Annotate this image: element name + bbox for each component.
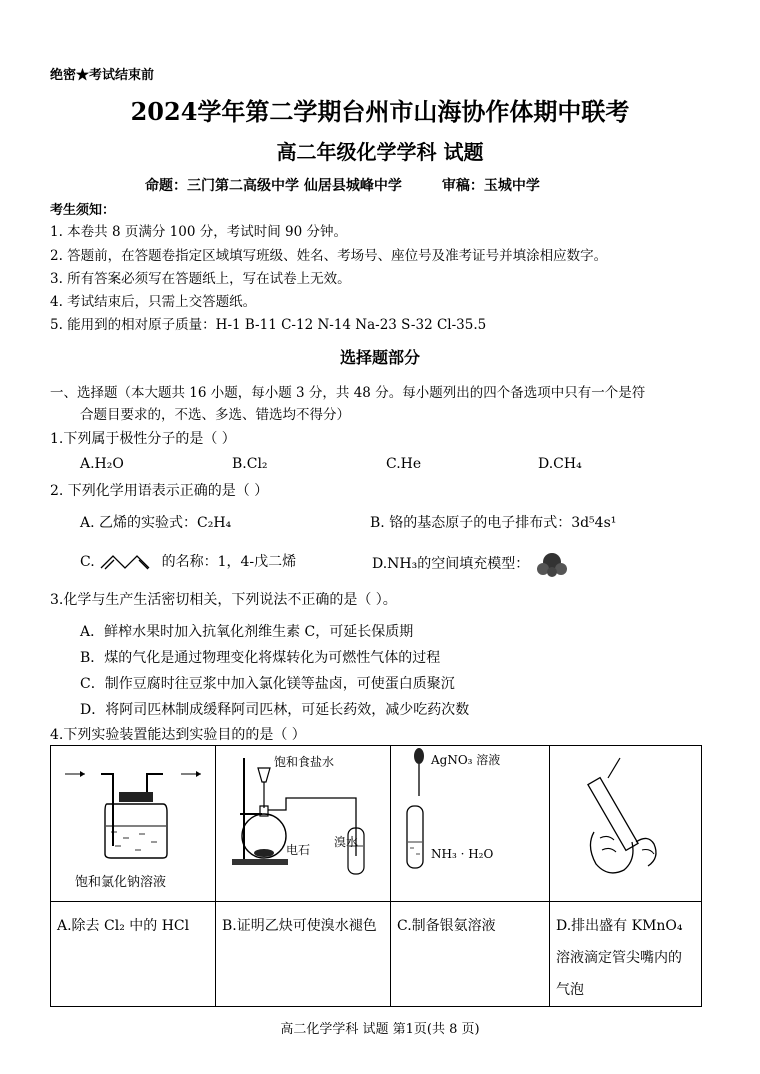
section-intro: 一、选择题（本大题共 16 小题，每小题 3 分，共 48 分。每小题列出的四个备选项中只有一个是符 — [50, 385, 646, 401]
notice-heading: 考生须知： — [50, 203, 116, 218]
notice-item: 3. 所有答案必须写在答题纸上，写在试卷上无效。 — [50, 271, 351, 287]
q2-option-b: B. 铬的基态原子的电子排布式：3d⁵4s¹ — [370, 515, 617, 531]
q3-option-a: A．鲜榨水果时加入抗氧化剂维生素 C，可延长保质期 — [80, 624, 414, 640]
apparatus-b-caption: B.证明乙炔可使溴水褪色 — [216, 902, 391, 1007]
apparatus-b-label-bromine: 溴水 — [334, 835, 359, 849]
q1-option-c: C.He — [386, 456, 422, 472]
apparatus-d-cell — [550, 746, 702, 902]
q3-option-c: C．制作豆腐时往豆浆中加入氯化镁等盐卤，可使蛋白质聚沉 — [80, 676, 455, 692]
q2-option-c — [80, 551, 296, 571]
apparatus-c-label-agno3: AgNO₃ 溶液 — [431, 753, 501, 767]
q2-option-c-prefix: C. — [80, 554, 95, 570]
apparatus-d-caption: D.排出盛有 KMnO₄溶液滴定管尖嘴内的气泡 — [550, 902, 702, 1007]
apparatus-a-label: 饱和氯化钠溶液 — [75, 875, 167, 890]
q3-option-d: D．将阿司匹林制成缓释阿司匹林，可延长药效，减少吃药次数 — [80, 702, 470, 718]
authors: 命题：三门第二高级中学 仙居县城峰中学 — [145, 178, 402, 194]
question-3-stem: 3.化学与生产生活密切相关，下列说法不正确的是（ ）。 — [50, 592, 397, 608]
q1-option-b: B.Cl₂ — [232, 456, 268, 472]
q3-option-b: B．煤的气化是通过物理变化将煤转化为可燃性气体的过程 — [80, 650, 441, 666]
page-footer: 高二化学学科 试题 第1页(共 8 页) — [280, 1022, 480, 1037]
gas-washing-bottle-icon — [51, 746, 215, 901]
apparatus-a-cell — [51, 746, 216, 902]
q2-option-a: A. 乙烯的实验式：C₂H₄ — [80, 515, 232, 531]
apparatus-b-cell — [216, 746, 391, 902]
apparatus-c-cell — [391, 746, 550, 902]
section-title: 选择题部分 — [339, 348, 420, 367]
notice-item: 1. 本卷共 8 页满分 100 分，考试时间 90 分钟。 — [50, 224, 347, 240]
apparatus-c-label-ammonia: NH₃ · H₂O — [431, 847, 494, 861]
notice-item: 4. 考试结束后，只需上交答题纸。 — [50, 294, 257, 310]
q4-apparatus-table — [50, 745, 702, 1007]
burette-bubble-removal-icon — [550, 746, 706, 901]
apparatus-c-caption: C.制备银氨溶液 — [391, 902, 550, 1007]
notice-item: 2. 答题前，在答题卷指定区域填写班级、姓名、考场号、座位号及准考证号并填涂相应数字。 — [50, 248, 608, 264]
exam-title: 2024学年第二学期台州市山海协作体期中联考 — [130, 97, 630, 126]
notice-item: 5. 能用到的相对原子质量：H-1 B-11 C-12 N-14 Na-23 S-32 Cl-35.5 — [50, 317, 487, 333]
apparatus-a-caption: A.除去 Cl₂ 中的 HCl — [51, 902, 216, 1007]
exam-subtitle: 高二年级化学学科 试题 — [276, 140, 484, 164]
q1-option-a: A.H₂O — [80, 456, 124, 472]
question-2-stem: 2. 下列化学用语表示正确的是（ ） — [50, 483, 269, 499]
question-4-stem: 4.下列实验装置能达到实验目的的是（ ） — [50, 727, 306, 743]
section-intro: 合题目要求的，不选、多选、错选均不得分） — [80, 407, 350, 423]
authors-line — [145, 175, 540, 195]
pentadiene-skeletal-icon — [99, 553, 157, 571]
q2-option-d — [372, 551, 570, 577]
nh3-space-filling-model-icon — [534, 551, 570, 577]
reviewer: 审稿：玉城中学 — [441, 178, 540, 194]
confidential-mark: 绝密★考试结束前 — [50, 68, 155, 83]
q2-option-c-suffix: 的名称：1，4-戊二烯 — [161, 554, 297, 570]
question-1-stem: 1.下列属于极性分子的是（ ） — [50, 431, 236, 447]
apparatus-b-label-brine: 饱和食盐水 — [274, 755, 335, 769]
q1-option-d: D.CH₄ — [538, 456, 582, 472]
apparatus-b-label-carbide: 电石 — [286, 843, 311, 857]
silver-ammonia-preparation-icon — [391, 746, 549, 901]
q2-option-d-text: D.NH₃的空间填充模型： — [372, 556, 530, 572]
acetylene-generator-icon — [216, 746, 390, 901]
